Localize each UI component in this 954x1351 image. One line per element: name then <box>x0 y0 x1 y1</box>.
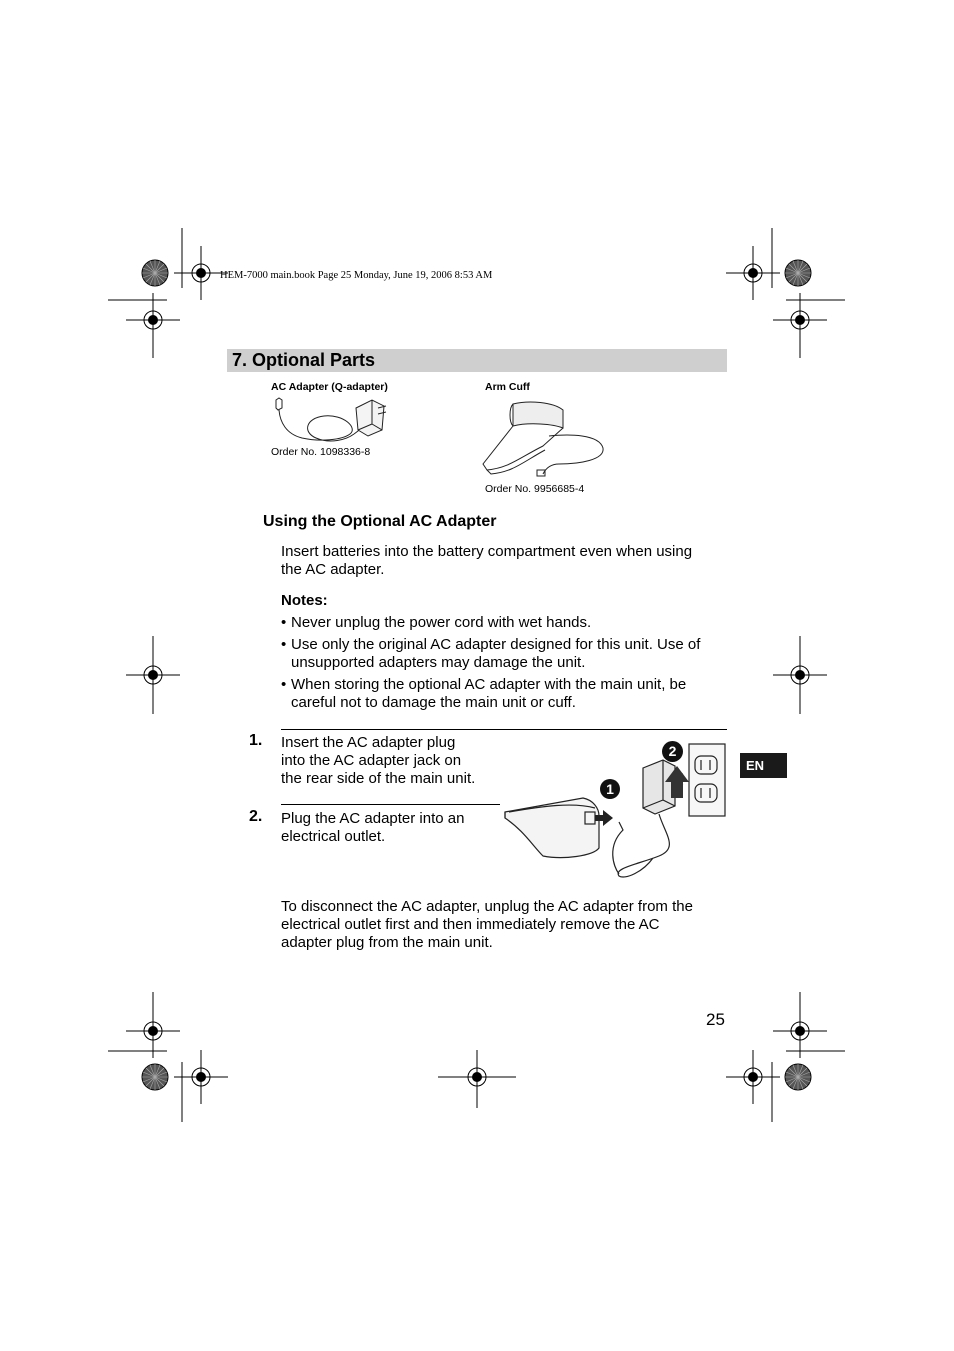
note-text: careful not to damage the main unit or cuff. <box>291 694 576 711</box>
part-label-arm-cuff: Arm Cuff <box>485 381 530 393</box>
page-number: 25 <box>706 1010 725 1029</box>
bullet-icon: • <box>281 614 287 631</box>
note-text: When storing the optional AC adapter with the main unit, be <box>291 676 687 693</box>
step-line: into the AC adapter jack on <box>281 752 462 769</box>
step-number: 1. <box>249 732 263 749</box>
language-tab: EN <box>740 753 787 778</box>
disconnect-line: adapter plug from the main unit. <box>281 934 493 951</box>
note-item <box>281 614 731 632</box>
disconnect-paragraph <box>281 898 693 952</box>
arm-cuff-drawing <box>479 398 605 485</box>
bullet-icon: • <box>281 636 287 653</box>
step-divider <box>281 804 500 805</box>
step-marker-two: 2 <box>662 741 683 762</box>
step-divider <box>281 729 727 730</box>
step-line: the rear side of the main unit. <box>281 770 476 787</box>
step-marker-one: 1 <box>600 779 620 799</box>
intro-line: Insert batteries into the battery compartment even when using <box>281 543 693 560</box>
note-item <box>281 636 731 672</box>
notes-title: Notes: <box>281 592 328 609</box>
step-line: Insert the AC adapter plug <box>281 734 456 751</box>
step-number: 2. <box>249 808 263 825</box>
step-text <box>281 810 464 846</box>
section-title: 7. Optional Parts <box>232 350 376 370</box>
note-text: unsupported adapters may damage the unit. <box>291 654 586 671</box>
adapter-connection-illustration <box>503 738 729 885</box>
step-text <box>281 734 475 788</box>
intro-line: the AC adapter. <box>281 561 385 578</box>
note-item <box>281 676 731 712</box>
part-label-ac-adapter: AC Adapter (Q-adapter) <box>271 381 388 393</box>
order-number-arm-cuff: Order No. 9956685-4 <box>485 483 585 495</box>
disconnect-line: To disconnect the AC adapter, unplug the AC adapter from the <box>281 898 693 915</box>
print-info-header: HEM-7000 main.book Page 25 Monday, June 19, 2006 8:53 AM <box>220 270 493 281</box>
subsection-title: Using the Optional AC Adapter <box>263 513 497 530</box>
intro-paragraph <box>281 543 692 579</box>
note-text: Never unplug the power cord with wet hands. <box>291 614 592 631</box>
step-line: Plug the AC adapter into an <box>281 810 465 827</box>
bullet-icon: • <box>281 676 287 693</box>
note-text: Use only the original AC adapter designed for this unit. Use of <box>291 636 701 653</box>
ac-adapter-drawing <box>272 394 392 451</box>
step-line: electrical outlet. <box>281 828 386 845</box>
disconnect-line: electrical outlet first and then immediately remove the AC <box>281 916 660 933</box>
order-number-ac-adapter: Order No. 1098336-8 <box>271 446 371 458</box>
